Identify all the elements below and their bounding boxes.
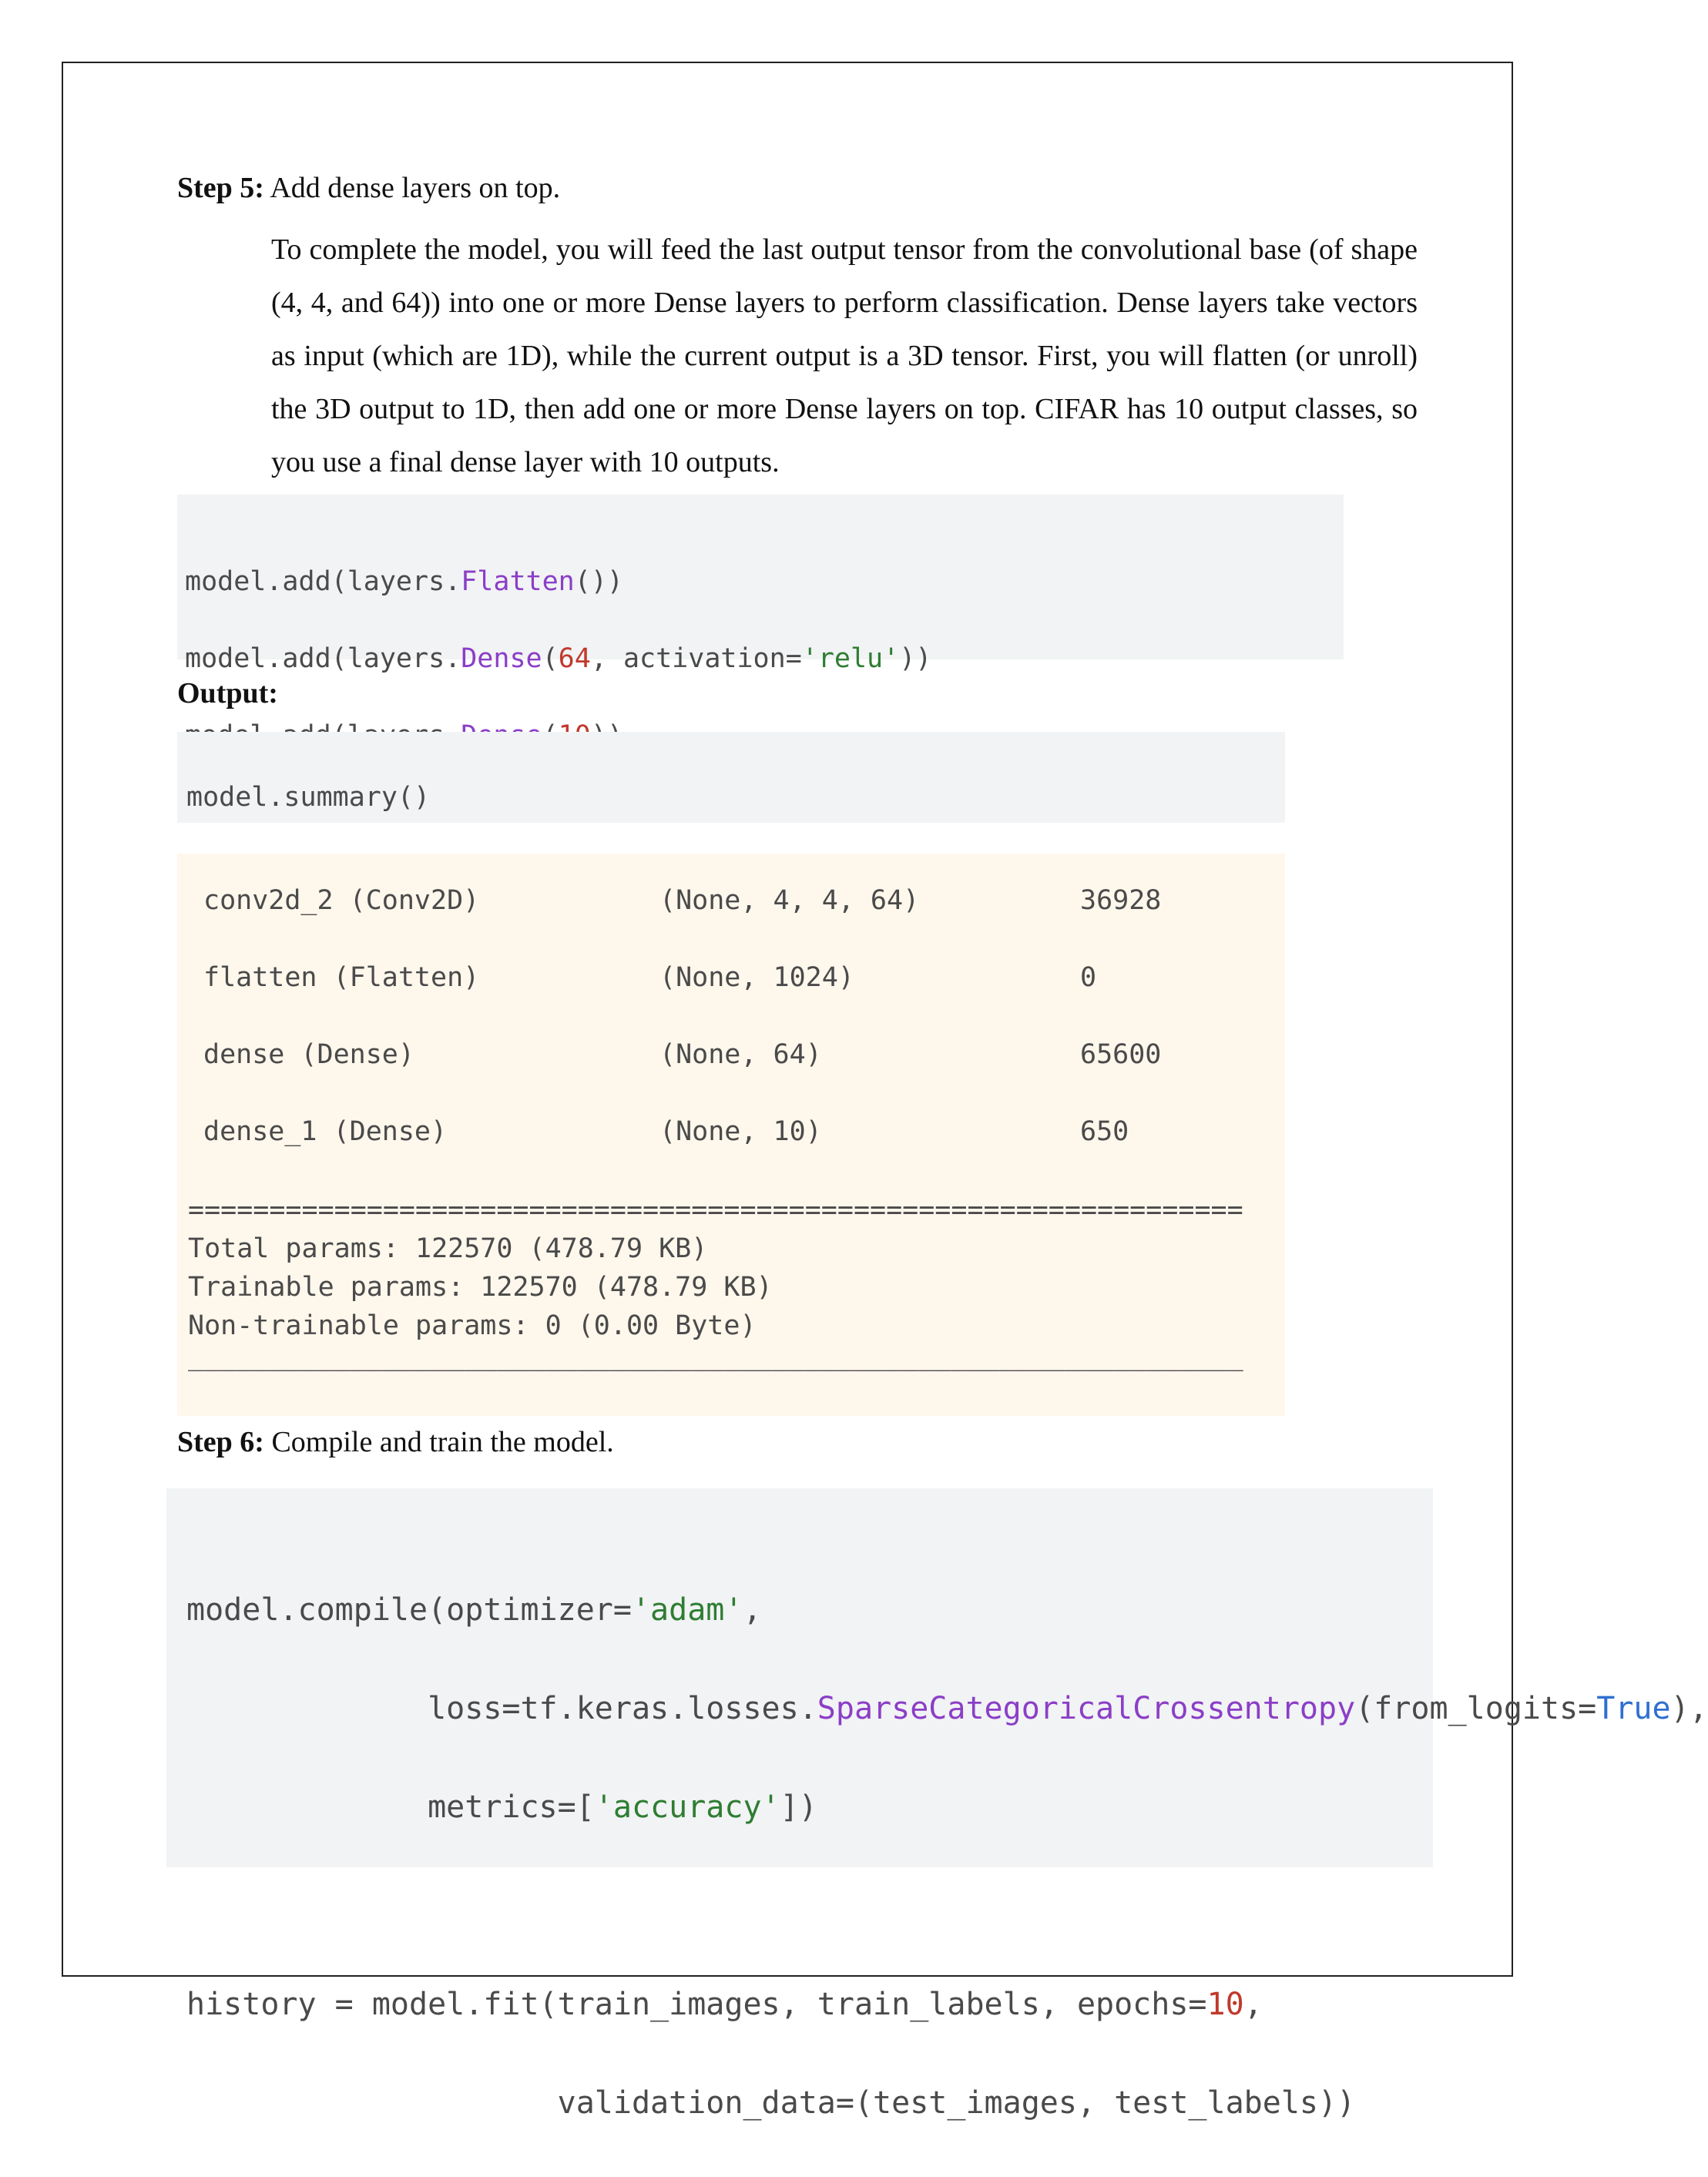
separator-double: =================================================================	[188, 1195, 1243, 1226]
trainable-params: Trainable params: 122570 (478.79 KB)	[188, 1272, 773, 1303]
layer-name: dense_1 (Dense)	[203, 1116, 448, 1147]
model-summary-output	[177, 854, 1285, 1416]
step5-label: Step 5:	[177, 172, 264, 204]
code-line: loss=tf.keras.losses.SparseCategoricalCrossentropy(from_logits=True),	[186, 1691, 1708, 1726]
output-shape: (None, 64)	[659, 1039, 822, 1070]
step5-text: Add dense layers on top.	[270, 172, 561, 204]
code-block-compile-fit	[166, 1488, 1708, 2121]
non-trainable-params: Non-trainable params: 0 (0.00 Byte)	[188, 1310, 757, 1341]
layer-name: conv2d_2 (Conv2D)	[203, 885, 480, 916]
step6-label: Step 6:	[177, 1426, 264, 1458]
output-heading	[177, 676, 278, 710]
layer-name: dense (Dense)	[203, 1039, 414, 1070]
output-shape: (None, 4, 4, 64)	[659, 885, 920, 916]
table-row	[177, 1035, 1162, 1074]
table-row	[177, 1112, 1129, 1151]
param-count: 0	[1080, 962, 1097, 993]
table-row	[177, 881, 1162, 920]
output-shape: (None, 10)	[659, 1116, 822, 1147]
output-shape: (None, 1024)	[659, 962, 854, 993]
code-line: metrics=['accuracy'])	[186, 1790, 817, 1825]
table-row	[177, 958, 1097, 997]
step5-paragraph: To complete the model, you will feed the last output tensor from the convolutional base (of shape (4, 4, and 64)) into one or more Dense layers to perform classification. Dense layers take vectors as input (which are 1D), while the current output is a 3D tensor. First, you will flatten (or unroll) the 3D output to 1D, then add one or more Dense layers on top. CIFAR has 10 output classes, so you use a final dense layer with 10 outputs.	[271, 233, 1418, 478]
code-block-summary-call	[177, 732, 1285, 823]
layer-name: flatten (Flatten)	[203, 962, 480, 993]
output-label: Output:	[177, 677, 278, 709]
code-line-blank	[186, 1881, 1433, 1930]
param-count: 650	[1080, 1116, 1129, 1147]
total-params: Total params: 122570 (478.79 KB)	[188, 1233, 708, 1264]
code-line: model.compile(optimizer='adam',	[186, 1592, 762, 1628]
param-count: 36928	[1080, 885, 1162, 916]
step6-heading	[177, 1425, 614, 1459]
separator-single: _________________________________________________________________	[188, 1341, 1243, 1372]
code-line: model.summary()	[186, 782, 431, 813]
code-line: validation_data=(test_images, test_labels))	[186, 2085, 1356, 2121]
param-count: 65600	[1080, 1039, 1162, 1070]
step5-heading	[177, 171, 560, 205]
code-line: model.add(layers.Dense(64, activation='relu'))	[185, 643, 932, 674]
code-line: model.add(layers.Flatten())	[185, 566, 623, 597]
code-line: history = model.fit(train_images, train_labels, epochs=10,	[186, 1987, 1263, 2022]
code-block-dense-layers	[177, 495, 1344, 674]
step6-text: Compile and train the model.	[271, 1426, 614, 1458]
